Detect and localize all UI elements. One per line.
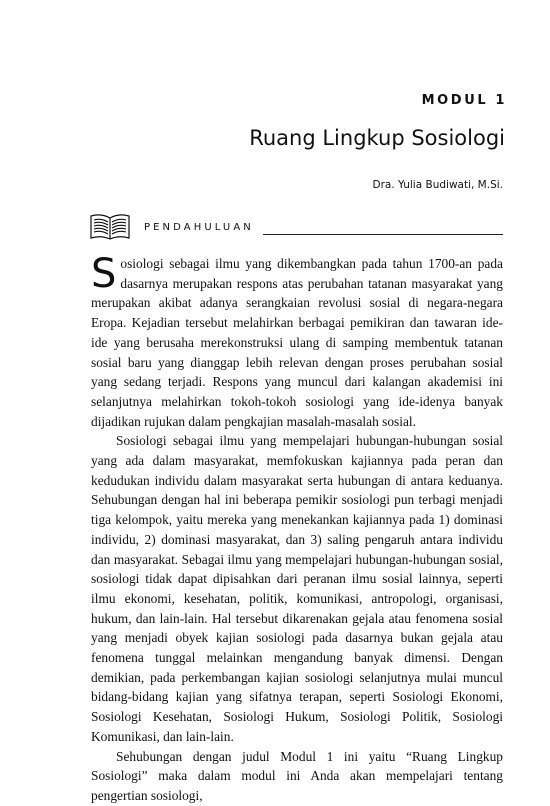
paragraph-3: Sehubungan dengan judul Modul 1 ini yaitu “Ruang Lingkup Sosiologi” maka dalam modul ini Anda akan mempelajari tentang pengertian sosiologi, <box>91 748 503 803</box>
paragraph-1-text: osiologi sebagai ilmu yang dikembangkan pada tahun 1700-an pada dasarnya merupakan respons atas perubahan tatanan masyarakat yang merupakan akibat adanya serangkaian revolusi sosial di negara-negara Eropa. Kejadian tersebut melahirkan berbagai pemikiran dan tawaran ide-ide yang berusaha merekonstruksi ulang di samping membentuk tatanan sosial baru yang dianggap lebih relevan dengan proses perubahan sosial yang sedang terjadi. Respons yang muncul dari kalangan akademisi ini selanjutnya melahirkan tokoh-tokoh sosiologi yang ide-idenya banyak dijadikan rujukan dalam pengkajian masalah-masalah sosial. <box>91 256 503 429</box>
section-heading: PENDAHULUAN <box>144 222 254 233</box>
open-book-icon <box>90 212 130 240</box>
module-label: MODUL 1 <box>421 93 507 108</box>
body-text <box>91 251 503 806</box>
drop-cap: S <box>91 251 117 297</box>
author-name: Dra. Yulia Budiwati, M.Si. <box>372 179 503 191</box>
section-header <box>90 212 503 240</box>
paragraph-1 <box>91 251 503 431</box>
module-title: Ruang Lingkup Sosiologi <box>249 126 505 150</box>
paragraph-2: Sosiologi sebagai ilmu yang mempelajari hubungan-hubungan sosial yang ada dalam masyarakat, memfokuskan kajiannya pada peran dan kedudukan individu dalam masyarakat serta hubungan di antara keduanya. Sehubungan dengan hal ini beberapa pemikir sosiologi pun terbagi menjadi tiga kelompok, yaitu mereka yang menekankan kajiannya pada 1) dominasi individu, 2) dominasi masyarakat, dan 3) saling pengaruh antara individu dan masyarakat. Sebagai ilmu yang mempelajari hubungan-hubungan sosial, sosiologi tidak dapat dipisahkan dari peranan ilmu sosial lainnya, seperti ilmu ekonomi, kesehatan, politik, komunikasi, antropologi, organisasi, hukum, dan lain-lain. Hal tersebut dikarenakan gejala atau fenomena sosial yang menjadi obyek kajian sosiologi pada dasarnya bukan gejala atau fenomena tunggal melainkan mengandung banyak dimensi. Dengan demikian, pada perkembangan kajian sosiologi selanjutnya mulai muncul bidang-bidang kajian yang sifatnya terapan, seperti Sosiologi Ekonomi, Sosiologi Kesehatan, Sosiologi Hukum, Sosiologi Politik, Sosiologi Komunikasi, dan lain-lain. <box>91 433 503 744</box>
heading-rule <box>263 234 503 235</box>
